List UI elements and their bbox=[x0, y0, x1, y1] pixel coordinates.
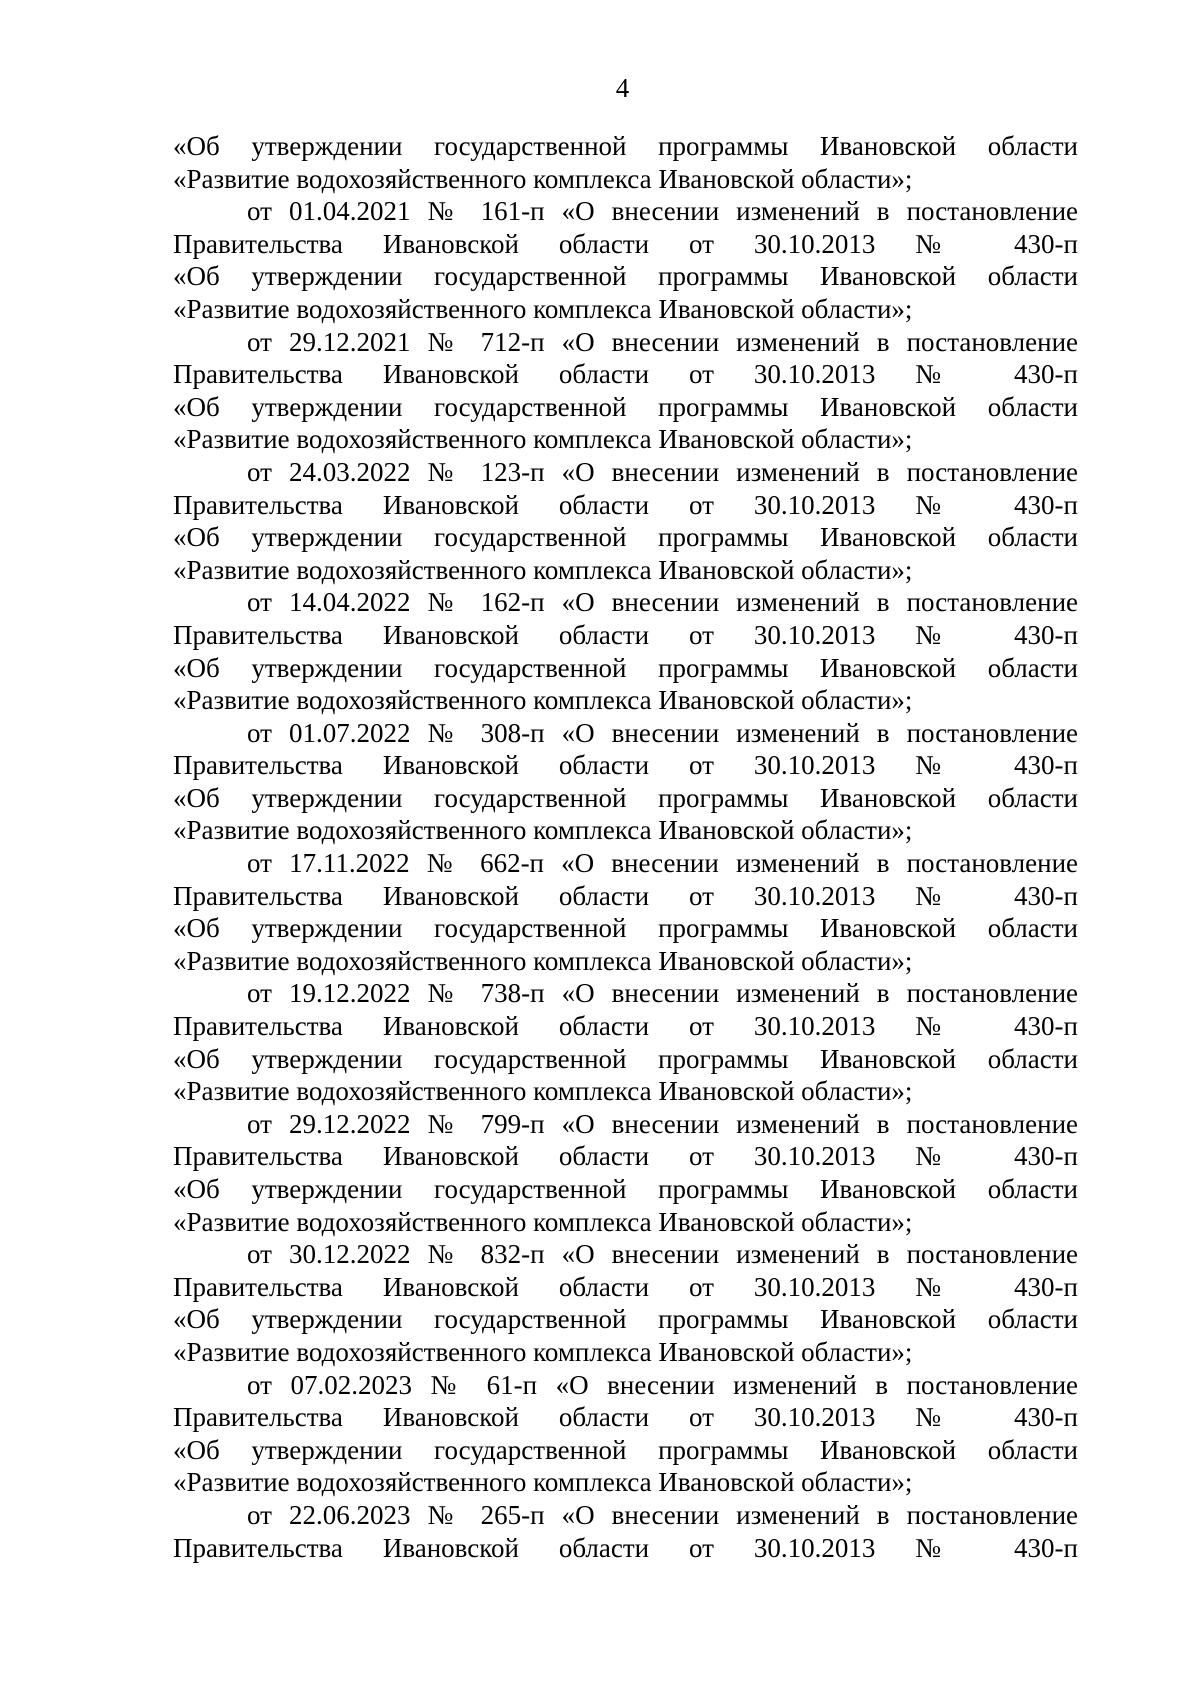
text-line: от 01.04.2021 № 161-п «О внесении изменений в постановление bbox=[247, 196, 1078, 227]
text-line: Правительства Ивановской области от 30.10.2013 № 430-п bbox=[173, 359, 1078, 390]
text-line: Правительства Ивановской области от 30.10.2013 № 430-п bbox=[173, 1011, 1078, 1042]
text-line: «Об утверждении государственной программы Ивановской области bbox=[173, 913, 1078, 944]
text-line: от 14.04.2022 № 162-п «О внесении изменений в постановление bbox=[247, 587, 1078, 618]
text-line: «Развитие водохозяйственного комплекса Ивановской области»; bbox=[173, 945, 913, 976]
text-line: «Об утверждении государственной программы Ивановской области bbox=[173, 261, 1078, 292]
text-line: Правительства Ивановской области от 30.10.2013 № 430-п bbox=[173, 1141, 1078, 1172]
text-line: «Об утверждении государственной программы Ивановской области bbox=[173, 131, 1078, 161]
text-line: от 01.07.2022 № 308-п «О внесении изменений в постановление bbox=[247, 717, 1078, 748]
text-line: «Об утверждении государственной программы Ивановской области bbox=[173, 1304, 1078, 1335]
text-line: от 22.06.2023 № 265-п «О внесении изменений в постановление bbox=[247, 1499, 1078, 1530]
text-line: Правительства Ивановской области от 30.10.2013 № 430-п bbox=[173, 489, 1078, 520]
text-line: «Об утверждении государственной программы Ивановской области bbox=[173, 522, 1078, 553]
text-line: Правительства Ивановской области от 30.10.2013 № 430-п bbox=[173, 750, 1078, 781]
text-line: Правительства Ивановской области от 30.10.2013 № 430-п bbox=[173, 619, 1078, 650]
text-line: Правительства Ивановской области от 30.10.2013 № 430-п bbox=[173, 228, 1078, 259]
text-line: Правительства Ивановской области от 30.10.2013 № 430-п bbox=[173, 1271, 1078, 1302]
text-line: от 30.12.2022 № 832-п «О внесении изменений в постановление bbox=[247, 1239, 1078, 1270]
text-line: «Развитие водохозяйственного комплекса Ивановской области»; bbox=[173, 685, 913, 716]
text-line: «Развитие водохозяйственного комплекса Ивановской области»; bbox=[173, 163, 913, 194]
text-line: «Развитие водохозяйственного комплекса Ивановской области»; bbox=[173, 1206, 913, 1237]
text-line: от 24.03.2022 № 123-п «О внесении изменений в постановление bbox=[247, 456, 1078, 487]
text-line: «Развитие водохозяйственного комплекса Ивановской области»; bbox=[173, 424, 913, 455]
text-line: Правительства Ивановской области от 30.10.2013 № 430-п bbox=[173, 1532, 1078, 1563]
text-line: от 29.12.2022 № 799-п «О внесении изменений в постановление bbox=[247, 1108, 1078, 1139]
text-line: «Развитие водохозяйственного комплекса Ивановской области»; bbox=[173, 1467, 913, 1498]
text-line: «Об утверждении государственной программы Ивановской области bbox=[173, 391, 1078, 422]
text-line: от 29.12.2021 № 712-п «О внесении изменений в постановление bbox=[247, 326, 1078, 357]
text-line: «Развитие водохозяйственного комплекса Ивановской области»; bbox=[173, 554, 913, 585]
page-number: 4 bbox=[615, 73, 630, 103]
text-line: «Развитие водохозяйственного комплекса Ивановской области»; bbox=[173, 1336, 913, 1367]
text-line: «Развитие водохозяйственного комплекса Ивановской области»; bbox=[173, 293, 913, 324]
document-body bbox=[173, 130, 1078, 1564]
text-line: от 07.02.2023 № 61-п «О внесении изменений в постановление bbox=[247, 1369, 1078, 1400]
text-line: «Об утверждении государственной программы Ивановской области bbox=[173, 1174, 1078, 1204]
text-line: «Развитие водохозяйственного комплекса Ивановской области»; bbox=[173, 1076, 913, 1107]
text-line: Правительства Ивановской области от 30.10.2013 № 430-п bbox=[173, 880, 1078, 911]
text-line: «Развитие водохозяйственного комплекса Ивановской области»; bbox=[173, 815, 913, 846]
text-line: «Об утверждении государственной программы Ивановской области bbox=[173, 652, 1078, 683]
text-line: Правительства Ивановской области от 30.10.2013 № 430-п bbox=[173, 1402, 1078, 1433]
text-line: «Об утверждении государственной программы Ивановской области bbox=[173, 1434, 1078, 1465]
text-line: от 17.11.2022 № 662-п «О внесении изменений в постановление bbox=[247, 848, 1078, 879]
text-line: «Об утверждении государственной программы Ивановской области bbox=[173, 1043, 1078, 1074]
text-line: от 19.12.2022 № 738-п «О внесении изменений в постановление bbox=[247, 978, 1078, 1009]
text-line: «Об утверждении государственной программы Ивановской области bbox=[173, 782, 1078, 813]
